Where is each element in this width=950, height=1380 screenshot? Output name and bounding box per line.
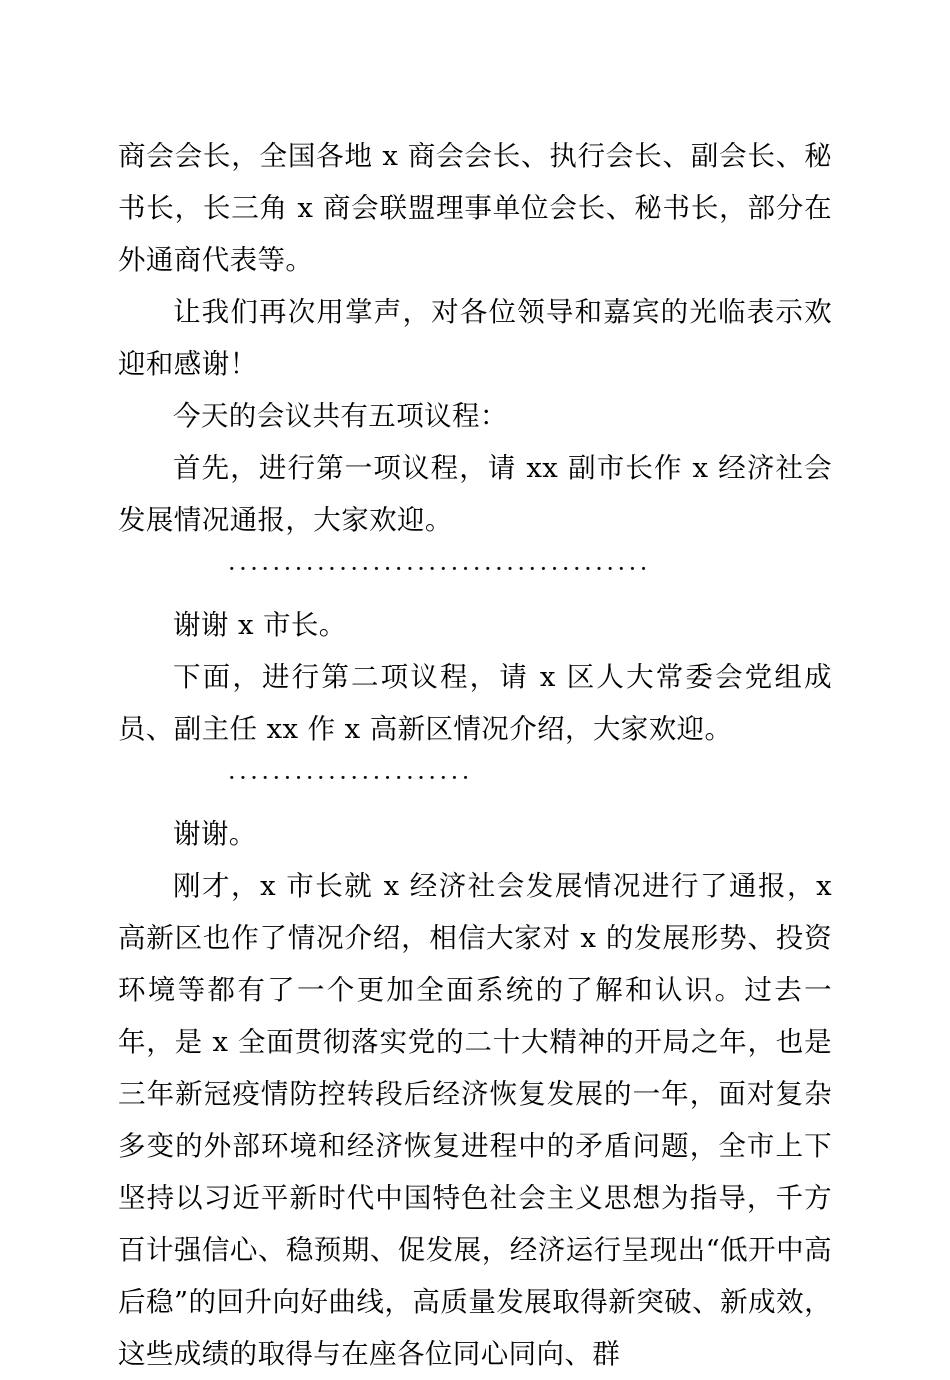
- ellipsis-dots: ······················: [228, 764, 473, 792]
- paragraph: 谢谢 x 市长。: [173, 609, 347, 641]
- paragraph: 今天的会议共有五项议程：: [173, 400, 508, 432]
- paragraph: 谢谢。: [173, 818, 257, 850]
- paragraph: 首先，进行第一项议程，请 xx 副市长作 x 经济社会发展情况通报，大家欢迎。: [118, 452, 832, 536]
- ellipsis-separator: [118, 755, 832, 808]
- paragraph: 商会会长，全国各地 x 商会会长、执行会长、副会长、秘书长，长三角 x 商会联盟理事单位会长、秘书长，部分在外通商代表等。: [118, 140, 832, 276]
- paragraph: 刚才，x 市长就 x 经济社会发展情况进行了通报，x 高新区也作了情况介绍，相信大家对 x 的发展形势、投资环境等都有了一个更加全面系统的了解和认识。过去一年，是 x 全面贯彻落实党的二十大精神的开局之年，也是三年新冠疫情防控转段后经济恢复发展的一年，面对复杂多变的外部环境和经济恢复进程中的矛盾问题，全市上下坚持以习近平新时代中国特色社会主义思想为指导，千方百计强信心、稳预期、促发展，经济运行呈现出“低开中高后稳”的回升向好曲线，高质量发展取得新突破、新成效，这些成绩的取得与在座各位同心同向、群: [118, 870, 832, 1370]
- paragraph: 下面，进行第二项议程，请 x 区人大常委会党组成员、副主任 xx 作 x 高新区情况介绍，大家欢迎。: [118, 661, 832, 745]
- ellipsis-dots: ······································: [228, 555, 651, 583]
- paragraph: 让我们再次用掌声，对各位领导和嘉宾的光临表示欢迎和感谢！: [118, 296, 832, 380]
- document-body: [118, 130, 832, 1380]
- ellipsis-separator: [118, 546, 832, 599]
